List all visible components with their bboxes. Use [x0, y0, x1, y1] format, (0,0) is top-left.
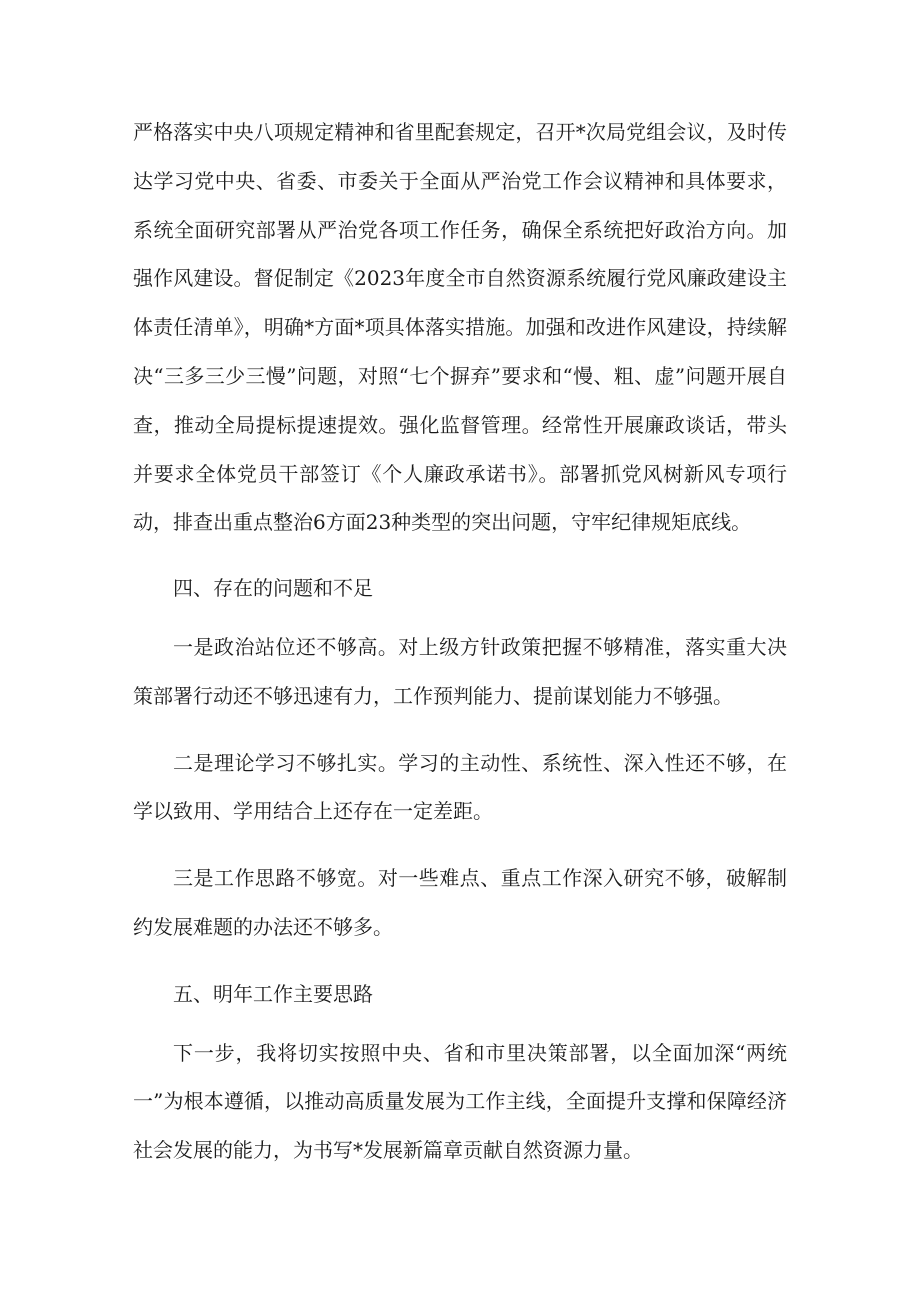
paragraph-political-standing: 一是政治站位还不够高。对上级方针政策把握不够精准，落实重大决策部署行动还不够迅速有力，工作预判能力、提前谋划能力不够强。 — [133, 634, 787, 708]
section-heading-next-year: 五、明年工作主要思路 — [173, 981, 373, 1006]
paragraph-work-thinking: 三是工作思路不够宽。对一些难点、重点工作深入研究不够，破解制约发展难题的办法还不够多。 — [133, 866, 787, 939]
paragraph-next-steps: 下一步，我将切实按照中央、省和市里决策部署，以全面加深“两统一”为根本遵循，以推动高质量发展为工作主线，全面提升支撑和保障经济社会发展的能力，为书写*发展新篇章贡献自然资源力量。 — [133, 1040, 787, 1163]
document-page — [133, 108, 787, 1175]
section-heading-problems: 四、存在的问题和不足 — [173, 576, 373, 601]
paragraph-theory-study: 二是理论学习不够扎实。学习的主动性、系统性、深入性还不够，在学以致用、学用结合上还存在一定差距。 — [133, 750, 787, 824]
paragraph-discipline-work: 严格落实中央八项规定精神和省里配套规定，召开*次局党组会议，及时传达学习党中央、省委、市委关于全面从严治党工作会议精神和具体要求，系统全面研究部署从严治党各项工作任务，确保全系统把好政治方向。加强作风建设。督促制定《2023年度全市自然资源系统履行党风廉政建设主体责任清单》，明确*方面*项具体落实措施。加强和改进作风建设，持续解决“三多三少三慢”问题，对照“七个摒弃”要求和“慢、粗、虚”问题开展自查，推动全局提标提速提效。强化监督管理。经常性开展廉政谈话，带头并要求全体党员干部签订《个人廉政承诺书》。部署抓党风树新风专项行动，排查出重点整治6方面23种类型的突出问题，守牢纪律规矩底线。 — [133, 120, 787, 535]
